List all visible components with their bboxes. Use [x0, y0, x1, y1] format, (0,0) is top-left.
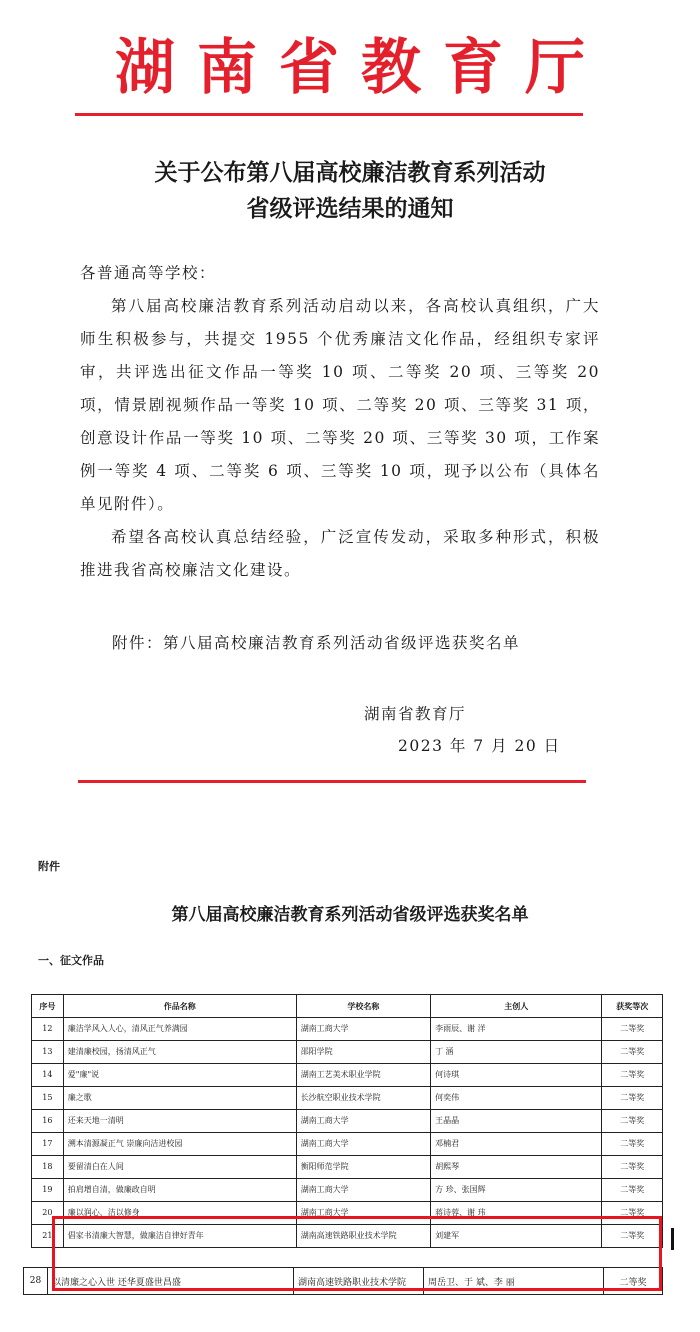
- attachment-title: 第八届高校廉洁教育系列活动省级评选获奖名单: [171, 905, 529, 925]
- cell-no: 13: [32, 1041, 64, 1064]
- table-row: [32, 1156, 663, 1179]
- cell-work: 建清廉校园，扬清风正气: [63, 1041, 296, 1064]
- cell-grade: 二等奖: [602, 1018, 663, 1041]
- highlight-box: [52, 1216, 662, 1291]
- table-row: [32, 1018, 663, 1041]
- cell-no: 18: [32, 1156, 64, 1179]
- header-author: 主创人: [431, 995, 602, 1018]
- cell-grade: 二等奖: [602, 1133, 663, 1156]
- attachment-label: 附件: [38, 860, 60, 873]
- header-school: 学校名称: [296, 995, 430, 1018]
- cell-work: 倡家书清廉大智慧，做廉洁自律好青年: [63, 1225, 296, 1248]
- issuer-name: 湖南省教育厅: [364, 705, 467, 723]
- cell-no: 12: [32, 1018, 64, 1041]
- cell-author: 丁 涵: [431, 1041, 602, 1064]
- cell-work: 廉洁学风入人心，清风正气养满园: [63, 1018, 296, 1041]
- cell-grade: 二等奖: [602, 1202, 663, 1225]
- salutation: 各普通高等学校：: [80, 264, 217, 282]
- cell-author: 李雨辰、谢 洋: [431, 1018, 602, 1041]
- cell-work: 溯本清源凝正气 崇廉向洁进校园: [63, 1133, 296, 1156]
- notice-body: [80, 257, 600, 587]
- notice-paragraph-1: 第八届高校廉洁教育系列活动启动以来，各高校认真组织，广大师生积极参与，共提交 1955 个优秀廉洁文化作品，经组织专家评审，共评选出征文作品一等奖 10 项、二等奖 20 项、三等奖 20 项，情景剧视频作品一等奖 10 项、二等奖 20 项、三等奖 31 项，创意设计作品一等奖 10 项、二等奖 20 项、三等奖 30 项，工作案例一等奖 4 项、二等奖 6 项、三等奖 10 项，现予以公布（具体名单见附件）。: [80, 297, 600, 513]
- notice-paragraph-2: 希望各高校认真总结经验，广泛宣传发动，采取多种形式，积极推进我省高校廉洁文化建设。: [80, 528, 600, 579]
- cell-grade: 二等奖: [602, 1225, 663, 1248]
- cell-grade: 二等奖: [602, 1064, 663, 1087]
- cell-no: 14: [32, 1064, 64, 1087]
- table-row: [32, 1041, 663, 1064]
- cell-no: 20: [32, 1202, 64, 1225]
- section-heading: 一、征文作品: [38, 954, 104, 967]
- cell-no: 17: [32, 1133, 64, 1156]
- header-no: 序号: [32, 995, 64, 1018]
- attachment-line: 附件：第八届高校廉洁教育系列活动省级评选获奖名单: [112, 634, 521, 652]
- cell-no: 19: [32, 1179, 64, 1202]
- masthead-rule: [75, 113, 583, 116]
- table-row: [32, 1064, 663, 1087]
- cell-work: 还来天地一清明: [63, 1110, 296, 1133]
- cell-grade: 二等奖: [602, 1087, 663, 1110]
- cell-work: 以清廉之心入世 还华夏盛世昌盛: [47, 1268, 293, 1294]
- cell-no: 28: [23, 1268, 47, 1294]
- cell-author: 何奕伟: [431, 1087, 602, 1110]
- cell-author: 刘建军: [431, 1225, 602, 1248]
- notice-title-line2: 省级评选结果的通知: [246, 195, 454, 222]
- text-cursor: [671, 1228, 674, 1250]
- cell-author: 王晶晶: [431, 1110, 602, 1133]
- notice-title-line1: 关于公布第八届高校廉洁教育系列活动: [154, 159, 546, 186]
- cell-author: 周岳卫、于 斌、李 丽: [423, 1268, 603, 1294]
- cell-school: 湖南工商大学: [296, 1133, 430, 1156]
- cell-work: 拍肩增自清，做廉政自明: [63, 1179, 296, 1202]
- cell-work: 爱"廉"说: [63, 1064, 296, 1087]
- cell-no: 21: [32, 1225, 64, 1248]
- cell-school: 湖南高速铁路职业技术学院: [293, 1268, 423, 1294]
- table-row: [32, 1179, 663, 1202]
- cell-no: 16: [32, 1110, 64, 1133]
- cell-school: 湖南工商大学: [296, 1179, 430, 1202]
- table-row: [32, 1133, 663, 1156]
- awards-table: [31, 994, 663, 1248]
- cell-author: 胡熙琴: [431, 1156, 602, 1179]
- issue-date: 2023 年 7 月 20 日: [398, 737, 561, 755]
- header-work: 作品名称: [63, 995, 296, 1018]
- cell-author: 邓楠君: [431, 1133, 602, 1156]
- table-row: [32, 1110, 663, 1133]
- table-header-row: [32, 995, 663, 1018]
- cell-school: 长沙航空职业技术学院: [296, 1087, 430, 1110]
- cell-work: 要留清白在人间: [63, 1156, 296, 1179]
- cell-school: 衡阳师范学院: [296, 1156, 430, 1179]
- cell-grade: 二等奖: [602, 1041, 663, 1064]
- cell-grade: 二等奖: [603, 1268, 663, 1294]
- cell-school: 湖南工商大学: [296, 1110, 430, 1133]
- cell-work: 廉以润心，洁以修身: [63, 1202, 296, 1225]
- table-row: [32, 1087, 663, 1110]
- footer-rule: [78, 780, 586, 783]
- cell-school: 湖南工商大学: [296, 1202, 430, 1225]
- cell-author: 蒋诗蓉、谢 玮: [431, 1202, 602, 1225]
- cell-school: 湖南工艺美术职业学院: [296, 1064, 430, 1087]
- cell-author: 何诗琪: [431, 1064, 602, 1087]
- cell-grade: 二等奖: [602, 1179, 663, 1202]
- cell-work: 廉之歌: [63, 1087, 296, 1110]
- cell-author: 方 珍、张国辉: [431, 1179, 602, 1202]
- cell-grade: 二等奖: [602, 1110, 663, 1133]
- cell-no: 15: [32, 1087, 64, 1110]
- cell-grade: 二等奖: [602, 1156, 663, 1179]
- cell-school: 邵阳学院: [296, 1041, 430, 1064]
- masthead-title: 湖南省教育厅: [115, 33, 607, 103]
- header-grade: 获奖等次: [602, 995, 663, 1018]
- cell-school: 湖南高速铁路职业技术学院: [296, 1225, 430, 1248]
- cell-school: 湖南工商大学: [296, 1018, 430, 1041]
